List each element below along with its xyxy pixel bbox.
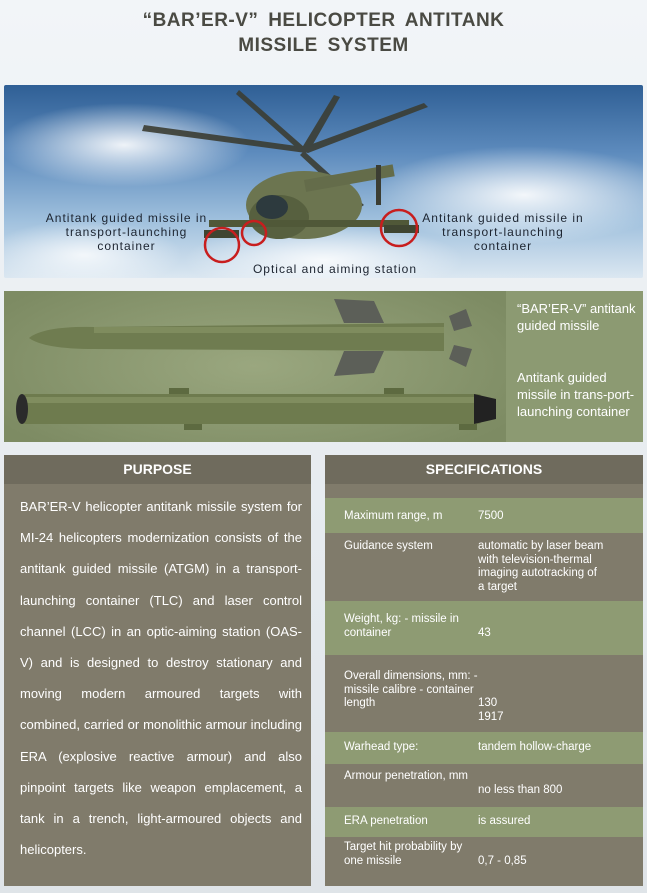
spec-row [325,764,643,807]
spec-row [325,533,643,601]
spec-row [325,498,643,533]
title-line-1: “BAR’ER-V” HELICOPTER ANTITANK [142,10,505,31]
spec-row [325,807,643,837]
spec-label: Weight, kg: - missile in container [344,613,459,639]
label-missile-left: Antitank guided missile in transport-launching container [45,211,208,253]
spec-value: 130 1917 [478,697,504,723]
spec-value: automatic by laser beam with television-thermal imaging autotracking of a target [478,540,604,593]
missile-panel [4,291,643,442]
spec-label: Warhead type: [344,741,419,753]
spec-value: 7500 [478,510,504,522]
caption-missile-container: Antitank guided missile in trans-port-launching container [517,370,635,419]
spec-label: Guidance system [344,540,433,552]
spec-label: ERA penetration [344,815,428,827]
helicopter-photo [4,85,643,278]
page-title [0,8,647,58]
spec-row [325,655,643,732]
spec-value: 43 [478,626,491,639]
purpose-header: PURPOSE [4,455,311,484]
title-line-2: MISSILE SYSTEM [238,35,409,56]
purpose-section [4,455,311,886]
spec-label: Maximum range, m [344,510,443,522]
spec-value: is assured [478,815,531,827]
specifications-header: SPECIFICATIONS [325,455,643,484]
spec-label: Target hit probability by one missile [344,841,463,867]
spec-label: Armour penetration, mm [344,770,469,782]
spec-value: 0,7 - 0,85 [478,854,527,867]
spec-row [325,837,643,882]
spec-value: tandem hollow-charge [478,741,592,753]
label-missile-right: Antitank guided missile in transport-launching container [422,211,584,253]
spec-row [325,601,643,655]
purpose-text: BAR’ER-V helicopter antitank missile system for MI-24 helicopters modernization consists of the antitank guided missile (ATGM) in a transport-launching container (TLC) and laser control channel (LCC) in an optic-aiming station (OAS-V) and is designed to destroy stationary and moving modern armoured targets with combined, carried or monolithic armour including ERA (explosive reactive armour) and also pinpoint targets like weapon emplacement, a tank in a trench, light-armoured objects and helicopters. [20,499,302,858]
specifications-section [325,455,643,886]
caption-guided-missile: “BAR’ER-V” antitank guided missile [517,301,636,333]
label-optical-station: Optical and aiming station [252,262,418,276]
missile-illustration [4,291,506,442]
spec-label: Overall dimensions, mm: - missile calibre - container length [344,670,478,709]
spec-value: no less than 800 [478,783,563,796]
spec-row [325,732,643,764]
